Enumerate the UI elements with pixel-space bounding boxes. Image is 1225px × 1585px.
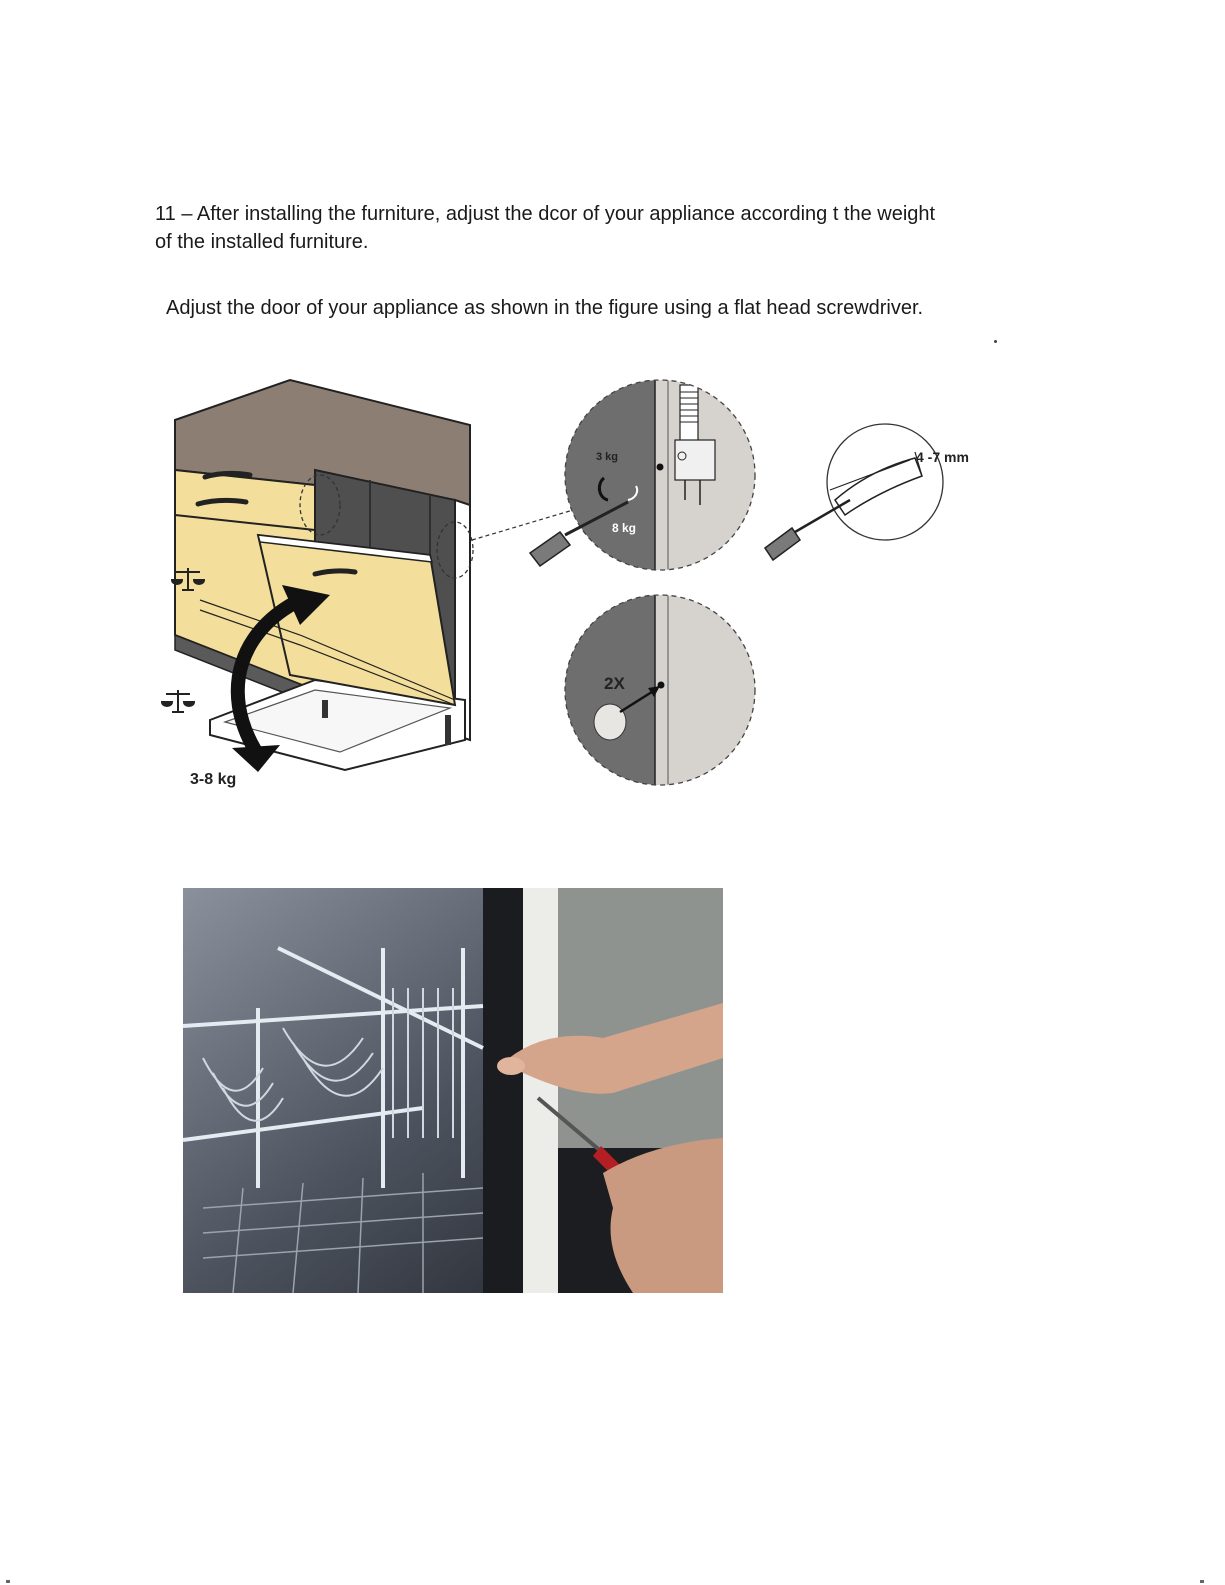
door-adjustment-photo [183, 888, 723, 1293]
balance-scale-icon [162, 690, 194, 712]
weight-range-label: 3-8 kg [190, 771, 237, 788]
max-weight-label: 8 kg [612, 521, 637, 535]
footer-mark [1200, 1580, 1204, 1583]
dishwasher-photo-drawing [183, 888, 723, 1293]
gap-detail-circle [825, 424, 969, 544]
spring-detail-circle [560, 375, 765, 575]
min-weight-label: 3 kg [596, 451, 619, 463]
plug-detail-circle [560, 590, 765, 790]
footer-mark [6, 1580, 10, 1583]
adjust-instruction: Adjust the door of your appliance as shown in the figure using a flat head screwdriver. [166, 297, 924, 319]
plug-count-label: 2X [604, 674, 625, 693]
step-instruction: 11 – After installing the furniture, adjust the dcor of your appliance according t the weight of the installed furniture. [155, 203, 936, 253]
gap-measurement-label: 4 -7 mm [916, 449, 969, 465]
